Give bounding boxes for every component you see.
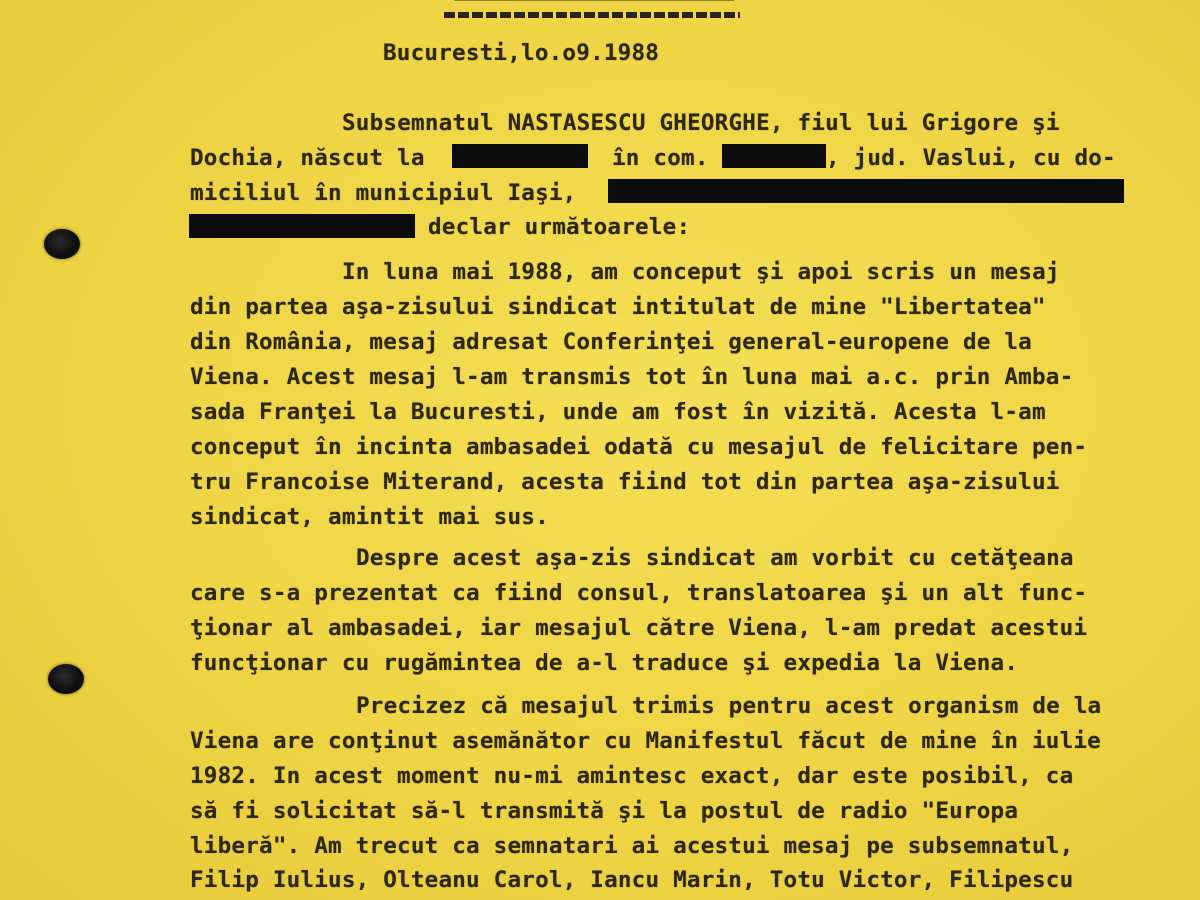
text-line: care s-a prezentat ca fiind consul, translatoarea şi un alt func- [190, 580, 1088, 606]
text-line: sindicat, amintit mai sus. [190, 504, 549, 530]
text-line: din partea aşa-zisului sindicat intitulat de mine "Libertatea" [190, 294, 1046, 320]
text-line: Viena. Acest mesaj l-am transmis tot în luna mai a.c. prin Amba- [190, 364, 1074, 390]
redaction-bar [722, 144, 826, 168]
redaction-bar [452, 144, 588, 168]
text-line: Precizez că mesajul trimis pentru acest organism de la [356, 693, 1102, 719]
punch-hole [48, 664, 84, 694]
text-line: tru Francoise Miterand, acesta fiind tot din partea aşa-zisului [190, 469, 1060, 495]
dashed-underline [444, 12, 740, 18]
redaction-bar [189, 214, 415, 238]
text-line: Despre acest aşa-zis sindicat am vorbit cu cetăţeana [356, 545, 1074, 571]
text-line: declar următoarele: [428, 214, 691, 240]
text-line: Filip Iulius, Olteanu Carol, Iancu Marin, Totu Victor, Filipescu [190, 867, 1074, 893]
text-line: în com. [612, 145, 709, 171]
text-line: Subsemnatul NASTASESCU GHEORGHE, fiul lui Grigore şi [342, 110, 1060, 136]
text-line: In luna mai 1988, am conceput şi apoi scris un mesaj [342, 259, 1060, 285]
text-line: miciliul în municipiul Iaşi, [190, 180, 577, 206]
text-line: să fi solicitat să-l transmită şi la postul de radio "Europa [190, 798, 1019, 824]
punch-hole [44, 229, 80, 259]
text-line: 1982. In acest moment nu-mi amintesc exact, dar este posibil, ca [190, 763, 1074, 789]
text-line: din România, mesaj adresat Conferinţei general-europene de la [190, 329, 1032, 355]
text-line: funcţionar cu rugămintea de a-l traduce şi expedia la Viena. [190, 650, 1019, 676]
text-line: conceput în incinta ambasadei odată cu mesajul de felicitare pen- [190, 434, 1088, 460]
redaction-bar [608, 179, 1124, 203]
text-line: Viena are conţinut asemănător cu Manifestul făcut de mine în iulie [190, 728, 1101, 754]
heading-remnant [454, 0, 734, 1]
text-line: sada Franţei la Bucuresti, unde am fost în vizită. Acesta l-am [190, 399, 1046, 425]
date-line: Bucuresti,lo.o9.1988 [383, 40, 660, 66]
text-line: liberă". Am trecut ca semnatari ai acestui mesaj pe subsemnatul, [190, 833, 1074, 859]
text-line: , jud. Vaslui, cu do- [826, 145, 1116, 171]
text-line: ţionar al ambasadei, iar mesajul către Viena, l-am predat acestui [190, 615, 1088, 641]
heading-underline [444, 0, 740, 26]
text-line: Dochia, născut la [190, 145, 425, 171]
